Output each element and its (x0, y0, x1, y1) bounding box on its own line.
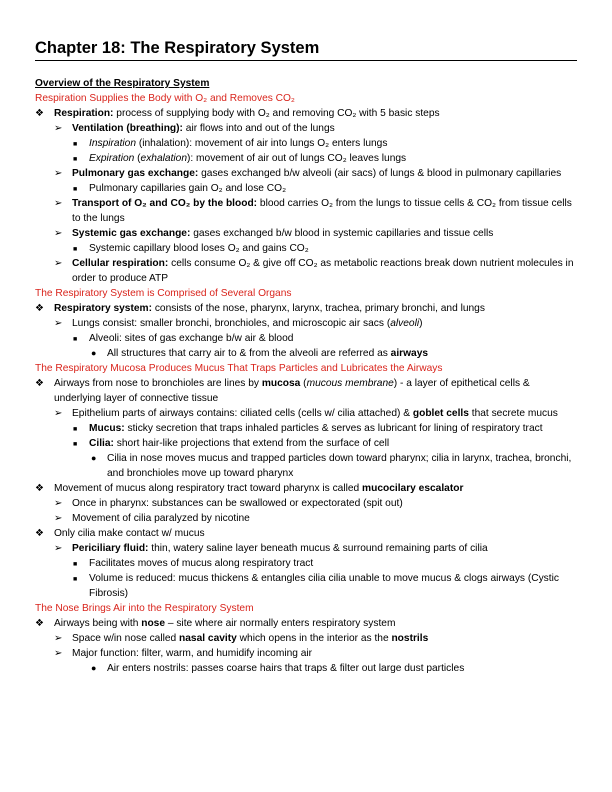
bullet-systemic-exchange: ➢ Systemic gas exchange: gases exchanged b/w blood in systemic capillaries and tissue cells (54, 228, 494, 239)
bullet-mucocilary-escalator: ❖ Movement of mucus along respiratory tract toward pharynx is called mucocilary escalator (35, 483, 464, 494)
bullet-nose: ❖ Airways being with nose – site where air normally enters respiratory system (35, 618, 396, 629)
square-bullet-icon: ■ (73, 336, 78, 343)
document-page (35, 38, 577, 676)
bullet-expiration: ■ Expiration (exhalation): movement of air out of lungs CO₂ leaves lungs (35, 151, 577, 166)
bullet-mucosa: ❖ Airways from nose to bronchioles are lines by mucosa (mucous membrane) - a layer of epithetical cells & underlying layer of connective tissue (35, 378, 530, 404)
square-bullet-icon: ■ (73, 441, 78, 448)
bullet-lungs: ➢ Lungs consist: smaller bronchi, bronchioles, and microscopic air sacs (alveoli) (54, 318, 423, 329)
bullet-airways: ● All structures that carry air to & from the alveoli are referred as airways (91, 348, 429, 359)
bullet-respiratory-system: ❖ Respiratory system: consists of the nose, pharynx, larynx, trachea, primary bronchi, and lungs (35, 303, 485, 314)
bullet-periciliary-fluid: ➢ Periciliary fluid: thin, watery saline layer beneath mucus & surround remaining parts of cilia (54, 543, 488, 554)
bullet-air-enters: ● Air enters nostrils: passes coarse hairs that traps & filter out large dust particles (91, 663, 465, 674)
section-heading-mucosa: The Respiratory Mucosa Produces Mucus That Traps Particles and Lubricates the Airways (35, 363, 443, 374)
bullet-volume-reduced: ■ Volume is reduced: mucus thickens & entangles cilia cilia unable to move mucus & clogs airways (Cystic Fibrosis) (73, 573, 559, 599)
arrow-bullet-icon: ➢ (54, 633, 63, 644)
overview-heading: Overview of the Respiratory System (35, 78, 210, 89)
arrow-bullet-icon: ➢ (54, 258, 63, 269)
square-bullet-icon: ■ (73, 186, 78, 193)
section-heading-nose: The Nose Brings Air into the Respiratory System (35, 603, 254, 614)
dot-bullet-icon: ● (91, 453, 97, 463)
arrow-bullet-icon: ➢ (54, 198, 63, 209)
square-bullet-icon: ■ (73, 156, 78, 163)
bullet-facilitates: ■ Facilitates moves of mucus along respiratory tract (35, 556, 577, 571)
page-title: Chapter 18: The Respiratory System (35, 38, 577, 61)
arrow-bullet-icon: ➢ (54, 228, 63, 239)
bullet-nicotine: ➢ Movement of cilia paralyzed by nicotine (54, 513, 250, 524)
square-bullet-icon: ■ (73, 141, 78, 148)
bullet-cellular-respiration: ➢ Cellular respiration: cells consume O₂ & give off CO₂ as metabolic reactions break down nutrient molecules in order to produce ATP (54, 258, 574, 284)
bullet-mucus: ■ Mucus: sticky secretion that traps inhaled particles & serves as lubricant for lining of respiratory tract (35, 421, 577, 436)
arrow-bullet-icon: ➢ (54, 543, 63, 554)
arrow-bullet-icon: ➢ (54, 123, 63, 134)
bullet-inspiration: ■ Inspiration (inhalation): movement of air into lungs O₂ enters lungs (35, 136, 577, 151)
bullet-pulmonary-exchange: ➢ Pulmonary gas exchange: gases exchanged b/w alveoli (air sacs) of lungs & blood in pulmonary capillaries (54, 168, 562, 179)
document-body (35, 76, 577, 676)
section-heading-organs: The Respiratory System is Comprised of Several Organs (35, 288, 292, 299)
section-heading-respiration: Respiration Supplies the Body with O₂ and Removes CO₂ (35, 93, 295, 104)
square-bullet-icon: ■ (73, 576, 78, 583)
arrow-bullet-icon: ➢ (54, 648, 63, 659)
bullet-cilia-movement: ● Cilia in nose moves mucus and trapped particles down toward pharynx; cilia in larynx, trachea, bronchi, and bronchioles move up toward pharynx (91, 453, 572, 479)
bullet-cilia-contact: ❖ Only cilia make contact w/ mucus (35, 528, 205, 539)
bullet-transport: ➢ Transport of O₂ and CO₂ by the blood: blood carries O₂ from the lungs to tissue cells & CO₂ from tissue cells to the lungs (54, 198, 572, 224)
arrow-bullet-icon: ➢ (54, 498, 63, 509)
bullet-systemic-capillary: ■ Systemic capillary blood loses O₂ and gains CO₂ (35, 241, 577, 256)
arrow-bullet-icon: ➢ (54, 408, 63, 419)
diamond-bullet-icon: ❖ (35, 528, 44, 539)
square-bullet-icon: ■ (73, 561, 78, 568)
bullet-nasal-cavity: ➢ Space w/in nose called nasal cavity which opens in the interior as the nostrils (54, 633, 429, 644)
diamond-bullet-icon: ❖ (35, 108, 44, 119)
diamond-bullet-icon: ❖ (35, 618, 44, 629)
diamond-bullet-icon: ❖ (35, 378, 44, 389)
arrow-bullet-icon: ➢ (54, 168, 63, 179)
dot-bullet-icon: ● (91, 348, 97, 358)
bullet-cilia: ■ Cilia: short hair-like projections that extend from the surface of cell (35, 436, 577, 451)
bullet-pharynx: ➢ Once in pharynx: substances can be swallowed or expectorated (spit out) (54, 498, 403, 509)
square-bullet-icon: ■ (73, 246, 78, 253)
bullet-ventilation: ➢ Ventilation (breathing): air flows into and out of the lungs (54, 123, 335, 134)
bullet-respiration: ❖ Respiration: process of supplying body with O₂ and removing CO₂ with 5 basic steps (35, 108, 440, 119)
diamond-bullet-icon: ❖ (35, 303, 44, 314)
bullet-major-function: ➢ Major function: filter, warm, and humidify incoming air (54, 648, 313, 659)
dot-bullet-icon: ● (91, 663, 97, 673)
diamond-bullet-icon: ❖ (35, 483, 44, 494)
arrow-bullet-icon: ➢ (54, 318, 63, 329)
arrow-bullet-icon: ➢ (54, 513, 63, 524)
square-bullet-icon: ■ (73, 426, 78, 433)
bullet-alveoli: ■ Alveoli: sites of gas exchange b/w air & blood (35, 331, 577, 346)
bullet-pulmonary-capillaries: ■ Pulmonary capillaries gain O₂ and lose CO₂ (35, 181, 577, 196)
bullet-epithelium: ➢ Epithelium parts of airways contains: ciliated cells (cells w/ cilia attached) & goblet cells that secrete mucus (54, 408, 558, 419)
